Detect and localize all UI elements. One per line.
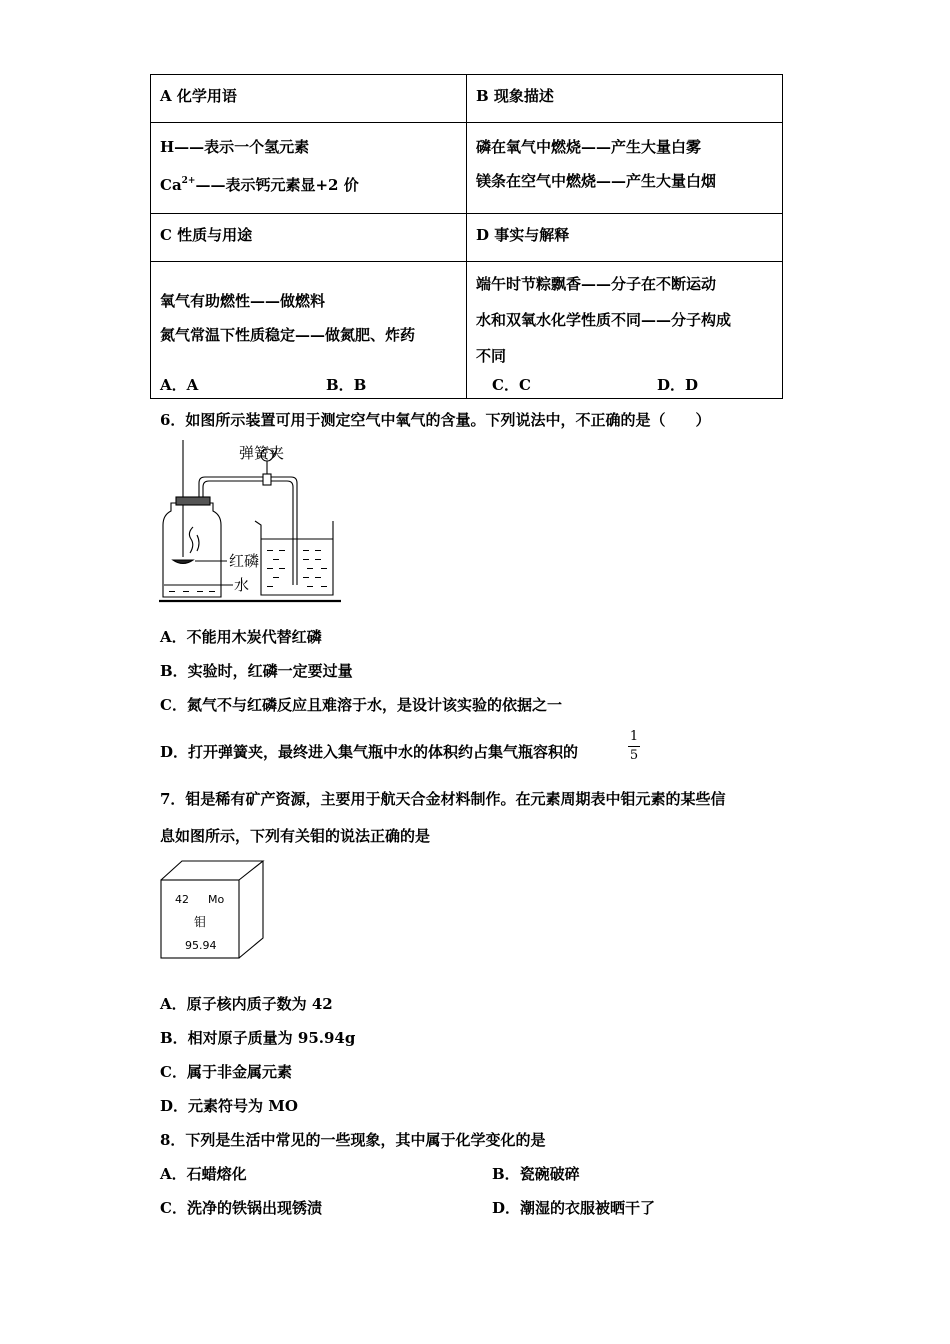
q7-option-d[interactable]: D．元素符号为 MO xyxy=(160,1097,298,1115)
c-line-1: 氧气有助燃性——做燃料 xyxy=(160,292,326,310)
a-line-2-ca: Ca xyxy=(160,176,182,194)
b-line-2: 镁条在空气中燃烧——产生大量白烟 xyxy=(476,172,717,190)
q6-option-b[interactable]: B．实验时，红磷一定要过量 xyxy=(160,662,353,680)
b-line-1: 磷在氧气中燃烧——产生大量白雾 xyxy=(476,138,702,156)
q5-option-a[interactable]: A．A xyxy=(160,376,199,394)
label-red-phosphorus: 红磷 xyxy=(229,552,260,570)
q8-stem: 8．下列是生活中常见的一些现象，其中属于化学变化的是 xyxy=(160,1131,546,1149)
table-cell-a-body xyxy=(151,123,467,214)
d-line-3: 不同 xyxy=(476,347,507,365)
element-name: 钼 xyxy=(194,915,207,929)
element-symbol: Mo xyxy=(208,893,225,906)
q6-stem: 6．如图所示装置可用于测定空气中氧气的含量。下列说法中，不正确的是（ ） xyxy=(160,411,711,429)
d-line-1: 端午时节粽飘香——分子在不断运动 xyxy=(476,275,717,293)
fraction-one-fifth xyxy=(627,729,641,764)
spring-clip-icon xyxy=(263,474,271,485)
c-line-2: 氮气常温下性质稳定——做氮肥、炸药 xyxy=(160,326,416,344)
fraction-bar xyxy=(628,746,640,747)
card-side xyxy=(239,861,263,958)
q6-option-d[interactable]: D．打开弹簧夹，最终进入集气瓶中水的体积约占集气瓶容积的 xyxy=(160,743,579,761)
a-line-2 xyxy=(160,164,466,198)
q7-option-c[interactable]: C．属于非金属元素 xyxy=(160,1063,292,1081)
q8-option-b[interactable]: B．瓷碗破碎 xyxy=(492,1165,580,1183)
rubber-stopper xyxy=(176,497,210,505)
q8-option-a[interactable]: A．石蜡熔化 xyxy=(160,1165,247,1183)
q7-option-a[interactable]: A．原子核内质子数为 42 xyxy=(160,995,333,1013)
card-top xyxy=(161,861,263,880)
fraction-denominator: 5 xyxy=(629,748,639,763)
q7-option-b[interactable]: B．相对原子质量为 95.94g xyxy=(160,1029,356,1047)
table-cell-b-head: B 现象描述 xyxy=(467,75,783,123)
a-line-2-charge: 2+ xyxy=(181,176,196,186)
label-water: 水 xyxy=(234,576,250,594)
beaker xyxy=(255,521,333,595)
q5-option-c[interactable]: C．C xyxy=(492,376,531,394)
q6-option-c[interactable]: C．氮气不与红磷反应且难溶于水，是设计该实验的依据之一 xyxy=(160,696,562,714)
label-spring-clip: 弹簧夹 xyxy=(239,444,285,462)
element-mass: 95.94 xyxy=(185,939,217,952)
q5-option-b[interactable]: B．B xyxy=(326,376,367,394)
q6-apparatus-figure xyxy=(155,435,345,605)
q8-option-c[interactable]: C．洗净的铁锅出现锈渍 xyxy=(160,1199,322,1217)
q7-stem-line-1: 7．钼是稀有矿产资源，主要用于航天合金材料制作。在元素周期表中钼元素的某些信 xyxy=(160,790,726,808)
smoke-curl-1 xyxy=(189,527,193,553)
q6-option-a[interactable]: A．不能用木炭代替红磷 xyxy=(160,628,322,646)
fraction-numerator: 1 xyxy=(629,729,639,744)
q8-option-d[interactable]: D．潮湿的衣服被晒干了 xyxy=(492,1199,656,1217)
q7-stem-line-2: 息如图所示，下列有关钼的说法正确的是 xyxy=(160,827,431,845)
table-cell-c-head: C 性质与用途 xyxy=(151,214,467,262)
table-cell-b-body xyxy=(467,123,783,214)
element-number: 42 xyxy=(175,893,189,906)
q5-options-table xyxy=(150,74,783,399)
combustion-spoon xyxy=(173,560,193,564)
q5-option-d[interactable]: D．D xyxy=(657,376,699,394)
table-cell-a-head: A 化学用语 xyxy=(151,75,467,123)
table-cell-d-head: D 事实与解释 xyxy=(467,214,783,262)
a-line-1: H——表示一个氢元素 xyxy=(160,138,310,156)
smoke-curl-2 xyxy=(197,535,199,551)
molybdenum-element-card xyxy=(158,858,270,964)
a-line-2-rest: ——表示钙元素显+2 价 xyxy=(195,176,359,194)
d-line-2: 水和双氧水化学性质不同——分子构成 xyxy=(476,311,732,329)
